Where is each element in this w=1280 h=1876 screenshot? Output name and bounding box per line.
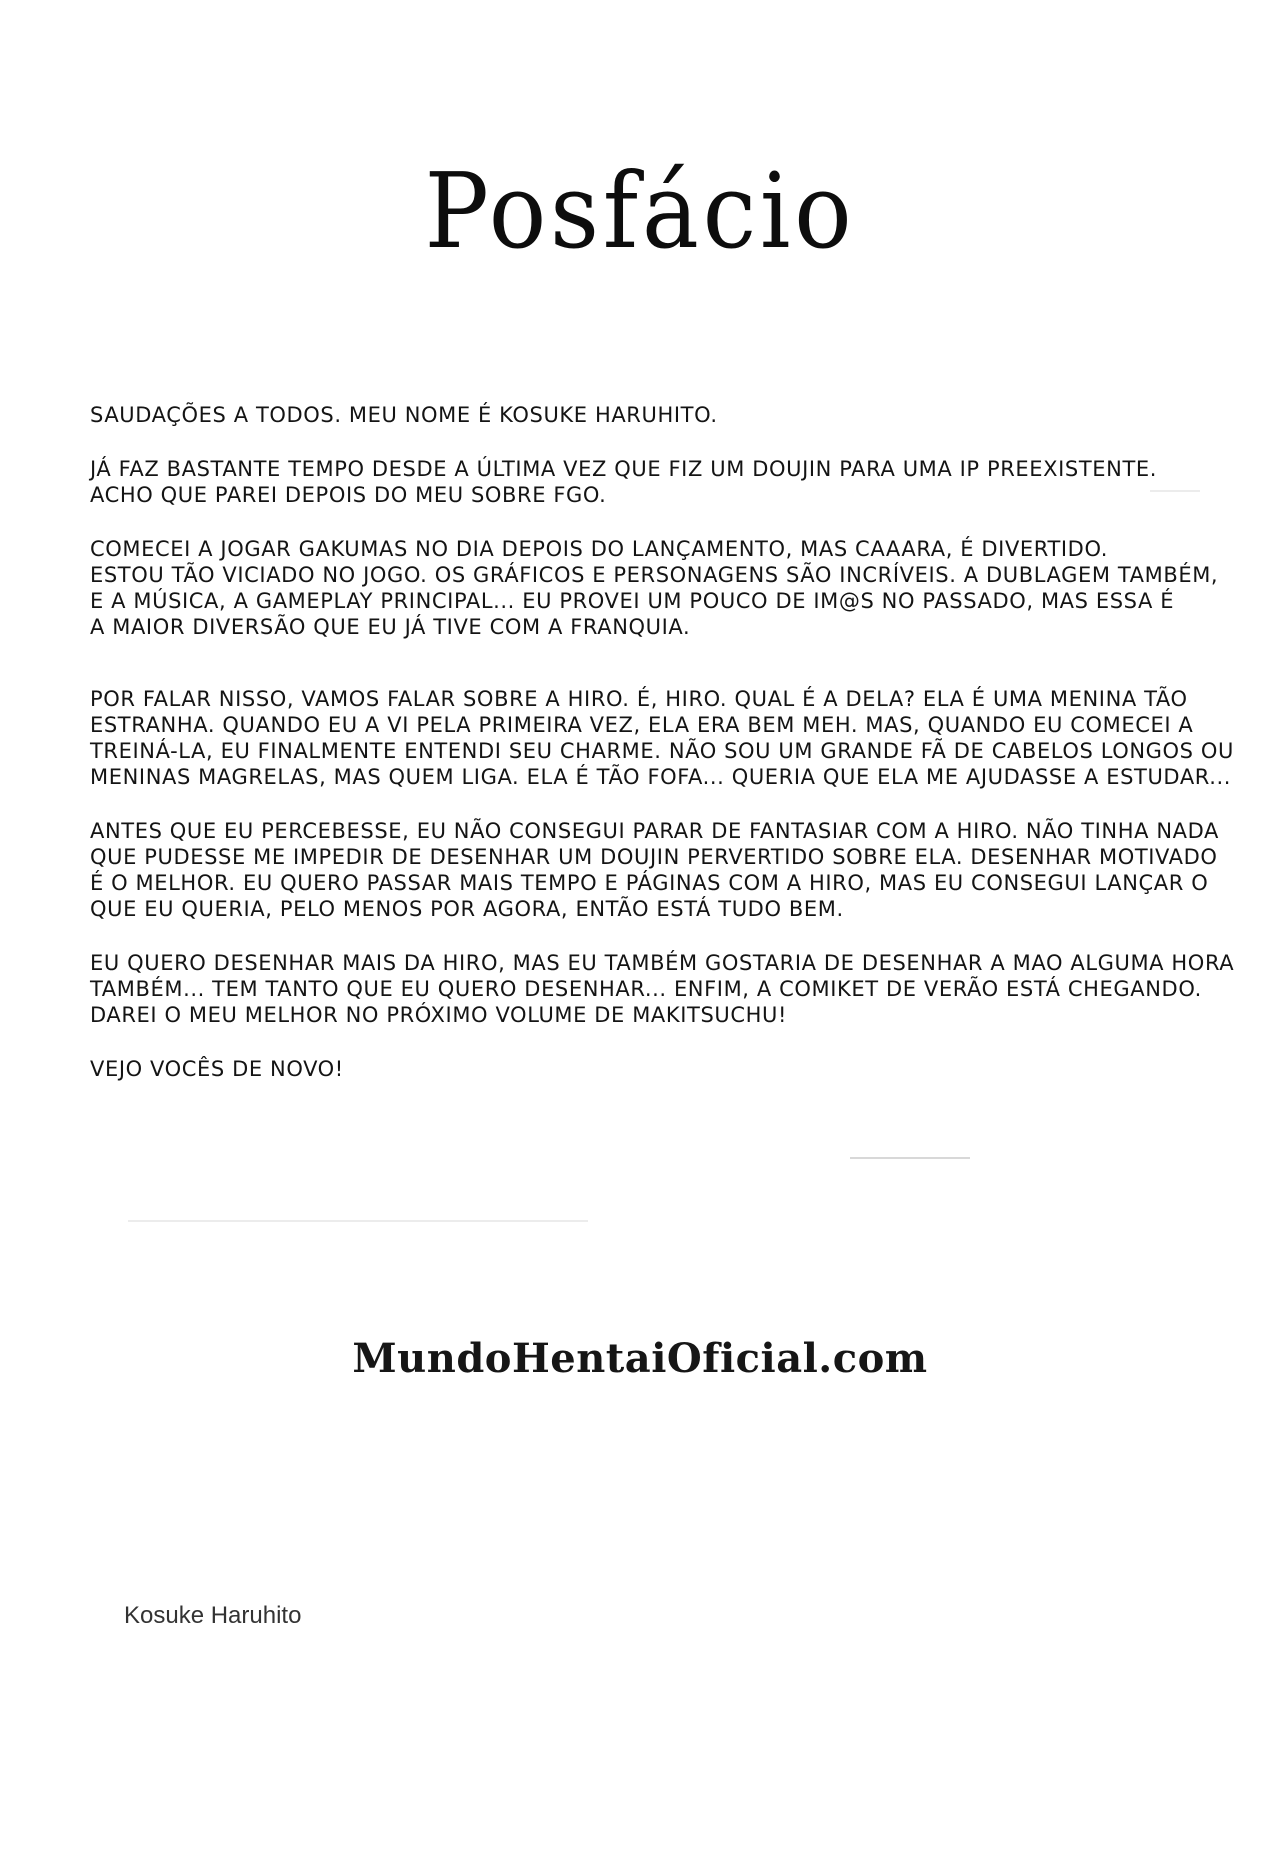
text-line: E A MÚSICA, A GAMEPLAY PRINCIPAL... EU PROVEI UM POUCO DE IM@S NO PASSADO, MAS ESSA É (90, 589, 1175, 613)
paragraph-farewell (90, 1056, 1200, 1082)
paragraph-fantasize (90, 818, 1219, 922)
text-line: VEJO VOCÊS DE NOVO! (90, 1057, 344, 1081)
text-line: TREINÁ-LA, EU FINALMENTE ENTENDI SEU CHARME. NÃO SOU UM GRANDE FÃ DE CABELOS LONGOS OU (90, 739, 1234, 763)
text-line: TAMBÉM... TEM TANTO QUE EU QUERO DESENHAR... ENFIM, A COMIKET DE VERÃO ESTÁ CHEGANDO. (90, 977, 1202, 1001)
paragraph-greeting (90, 402, 1200, 428)
text-line: ACHO QUE PAREI DEPOIS DO MEU SOBRE FGO. (90, 483, 607, 507)
text-line: EU QUERO DESENHAR MAIS DA HIRO, MAS EU TAMBÉM GOSTARIA DE DESENHAR A MAO ALGUMA HORA (90, 951, 1235, 975)
text-line: ESTOU TÃO VICIADO NO JOGO. OS GRÁFICOS E PERSONAGENS SÃO INCRÍVEIS. A DUBLAGEM TAMBÉM, (90, 563, 1219, 587)
text-line: ANTES QUE EU PERCEBESSE, EU NÃO CONSEGUI PARAR DE FANTASIAR COM A HIRO. NÃO TINHA NADA (90, 819, 1219, 843)
scan-smudge (128, 1220, 588, 1222)
text-line: JÁ FAZ BASTANTE TEMPO DESDE A ÚLTIMA VEZ QUE FIZ UM DOUJIN PARA UMA IP PREEXISTENTE. (90, 457, 1158, 481)
text-line: SAUDAÇÕES A TODOS. MEU NOME É KOSUKE HARUHITO. (90, 403, 718, 427)
text-line: COMECEI A JOGAR GAKUMAS NO DIA DEPOIS DO LANÇAMENTO, MAS CAAARA, É DIVERTIDO. (90, 537, 1108, 561)
text-line: DAREI O MEU MELHOR NO PRÓXIMO VOLUME DE MAKITSUCHU! (90, 1003, 788, 1027)
author-signature: Kosuke Haruhito (124, 1602, 302, 1629)
afterword-body (90, 402, 1235, 1110)
text-line: POR FALAR NISSO, VAMOS FALAR SOBRE A HIRO. É, HIRO. QUAL É A DELA? ELA É UMA MENINA TÃO (90, 687, 1188, 711)
paragraph-doujin-history (90, 456, 1200, 508)
paragraph-plans (90, 950, 1235, 1028)
text-line: MENINAS MAGRELAS, MAS QUEM LIGA. ELA É TÃO FOFA... QUERIA QUE ELA ME AJUDASSE A ESTUDAR... (90, 765, 1232, 789)
text-line: QUE PUDESSE ME IMPEDIR DE DESENHAR UM DOUJIN PERVERTIDO SOBRE ELA. DESENHAR MOTIVADO (90, 845, 1218, 869)
scan-smudge (850, 1157, 970, 1159)
text-line: ESTRANHA. QUANDO EU A VI PELA PRIMEIRA VEZ, ELA ERA BEM MEH. MAS, QUANDO EU COMECEI A (90, 713, 1194, 737)
text-line: É O MELHOR. EU QUERO PASSAR MAIS TEMPO E PÁGINAS COM A HIRO, MAS EU CONSEGUI LANÇAR O (90, 871, 1209, 895)
website-watermark: MundoHentaiOficial.com (352, 1335, 928, 1382)
scan-smudge (1150, 490, 1200, 492)
text-line: A MAIOR DIVERSÃO QUE EU JÁ TIVE COM A FRANQUIA. (90, 615, 691, 639)
paragraph-gakumas (90, 536, 1219, 640)
paragraph-hiro (90, 686, 1234, 790)
text-line: QUE EU QUERIA, PELO MENOS POR AGORA, ENTÃO ESTÁ TUDO BEM. (90, 897, 844, 921)
page-title: Posfácio (424, 150, 856, 272)
